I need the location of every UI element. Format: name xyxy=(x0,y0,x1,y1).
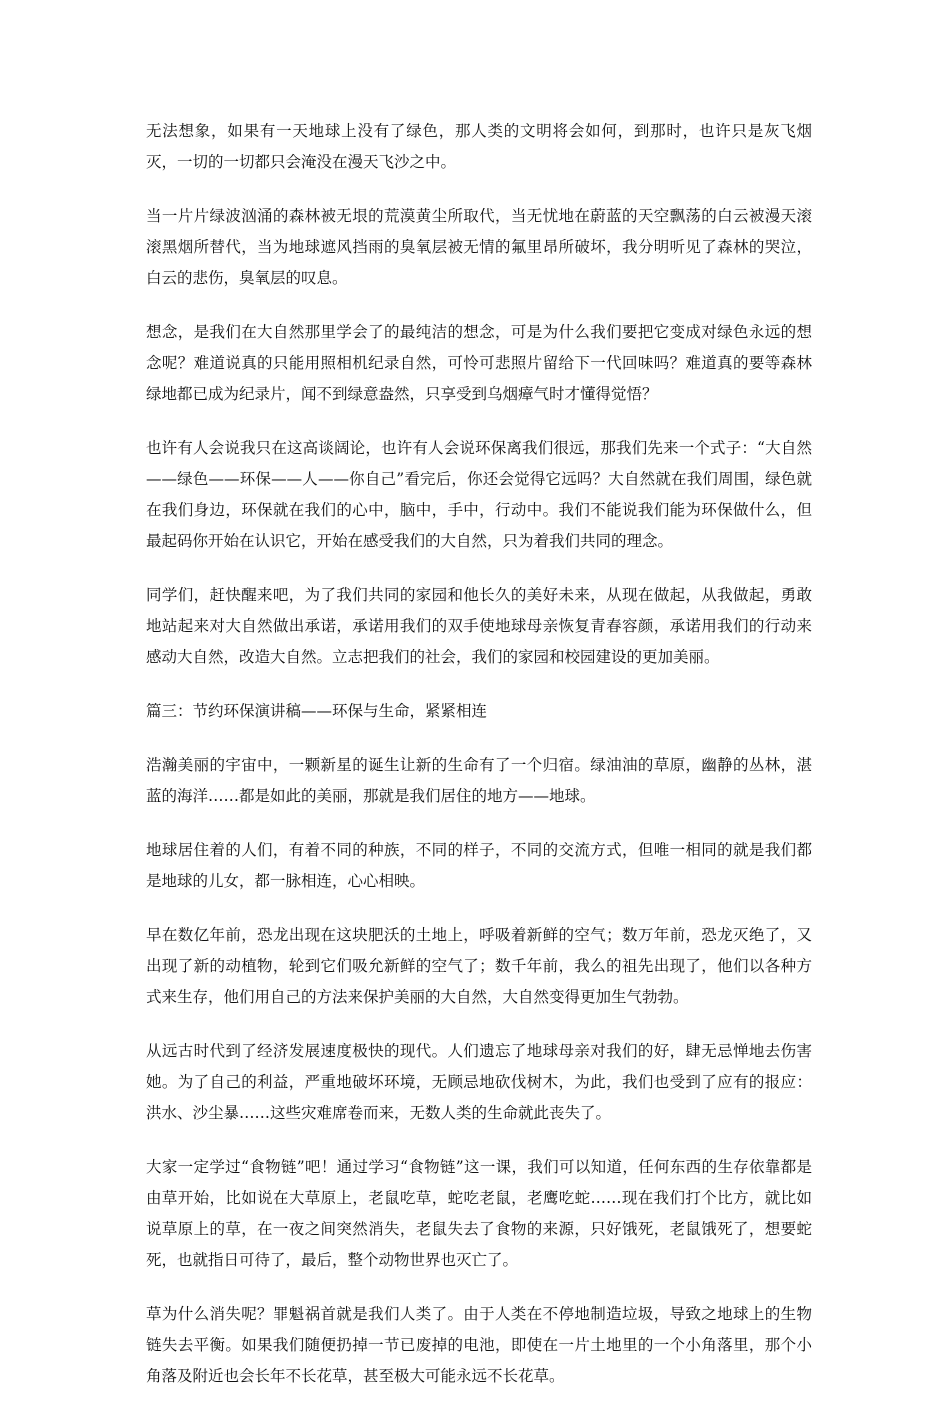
document-body xyxy=(146,116,812,1415)
paragraph: 浩瀚美丽的宇宙中，一颗新星的诞生让新的生命有了一个归宿。绿油油的草原，幽静的丛林，湛蓝的海洋……都是如此的美丽，那就是我们居住的地方——地球。 xyxy=(146,756,812,805)
paragraph: 当一片片绿波汹涌的森林被无垠的荒漠黄尘所取代，当无忧地在蔚蓝的天空飘荡的白云被漫天滚滚黑烟所替代，当为地球遮风挡雨的臭氧层被无情的氟里昂所破坏，我分明听见了森林的哭泣，白云的悲伤，臭氧层的叹息。 xyxy=(146,207,812,287)
paragraph: 同学们，赶快醒来吧，为了我们共同的家园和他长久的美好未来，从现在做起，从我做起，勇敢地站起来对大自然做出承诺，承诺用我们的双手使地球母亲恢复青春容颜，承诺用我们的行动来感动大自然，改造大自然。立志把我们的社会，我们的家园和校园建设的更加美丽。 xyxy=(146,586,812,666)
paragraph: 地球居住着的人们，有着不同的种族，不同的样子，不同的交流方式，但唯一相同的就是我们都是地球的儿女，都一脉相连，心心相映。 xyxy=(146,841,812,890)
section-heading: 篇三：节约环保演讲稿——环保与生命，紧紧相连 xyxy=(146,702,488,720)
paragraph: 早在数亿年前，恐龙出现在这块肥沃的土地上，呼吸着新鲜的空气；数万年前，恐龙灭绝了，又出现了新的动植物，轮到它们吸允新鲜的空气了；数千年前，我么的祖先出现了，他们以各种方式来生存，他们用自己的方法来保护美丽的大自然，大自然变得更加生气勃勃。 xyxy=(146,926,812,1006)
paragraph: 想念，是我们在大自然那里学会了的最纯洁的想念，可是为什么我们要把它变成对绿色永远的想念呢？难道说真的只能用照相机纪录自然，可怜可悲照片留给下一代回味吗？难道真的要等森林绿地都已成为纪录片，闻不到绿意盎然，只享受到乌烟瘴气时才懂得觉悟？ xyxy=(146,323,812,403)
paragraph: 大家一定学过“食物链”吧！通过学习“食物链”这一课，我们可以知道，任何东西的生存依靠都是由草开始，比如说在大草原上，老鼠吃草，蛇吃老鼠，老鹰吃蛇……现在我们打个比方，就比如说草原上的草，在一夜之间突然消失，老鼠失去了食物的来源，只好饿死，老鼠饿死了，想要蛇死，也就指日可待了，最后，整个动物世界也灭亡了。 xyxy=(146,1158,812,1269)
paragraph: 草为什么消失呢？罪魁祸首就是我们人类了。由于人类在不停地制造垃圾，导致之地球上的生物链失去平衡。如果我们随便扔掉一节已废掉的电池，即使在一片土地里的一个小角落里，那个小角落及附近也会长年不长花草，甚至极大可能永远不长花草。 xyxy=(146,1305,812,1385)
paragraph: 无法想象，如果有一天地球上没有了绿色，那人类的文明将会如何，到那时，也许只是灰飞烟灭，一切的一切都只会淹没在漫天飞沙之中。 xyxy=(146,122,812,171)
paragraph: 也许有人会说我只在这高谈阔论，也许有人会说环保离我们很远，那我们先来一个式子：“大自然——绿色——环保——人——你自己”看完后，你还会觉得它远吗？大自然就在我们周围，绿色就在我们身边，环保就在我们的心中，脑中，手中，行动中。我们不能说我们能为环保做什么，但最起码你开始在认识它，开始在感受我们的大自然，只为着我们共同的理念。 xyxy=(146,439,812,550)
paragraph: 从远古时代到了经济发展速度极快的现代。人们遗忘了地球母亲对我们的好，肆无忌惮地去伤害她。为了自己的利益，严重地破坏环境，无顾忌地砍伐树木，为此，我们也受到了应有的报应：洪水、沙尘暴……这些灾难席卷而来，无数人类的生命就此丧失了。 xyxy=(146,1042,812,1122)
